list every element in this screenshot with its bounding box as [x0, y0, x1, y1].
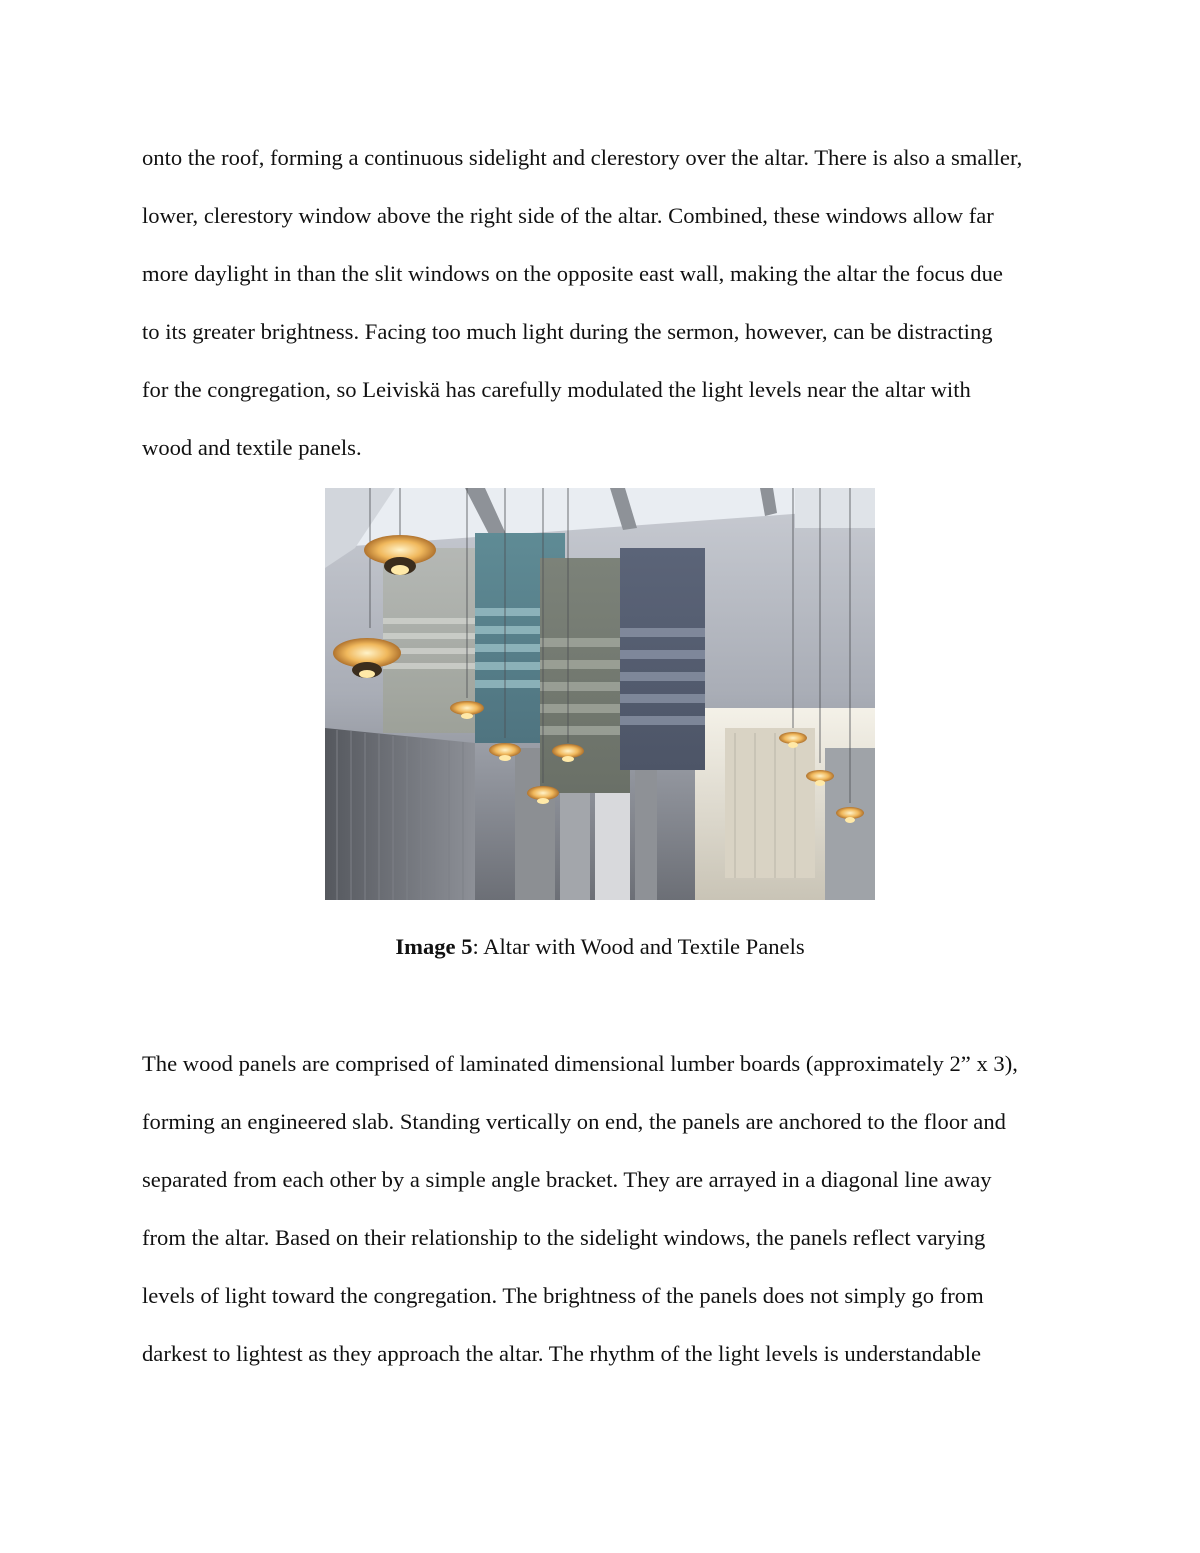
paragraph-line: wood and textile panels.	[142, 435, 362, 460]
paragraph-line: more daylight in than the slit windows on the opposite east wall, making the altar the focus due	[142, 261, 1003, 286]
paragraph-line: lower, clerestory window above the right side of the altar. Combined, these windows allow far	[142, 203, 994, 228]
altar-photo	[325, 488, 875, 900]
paragraph-line: from the altar. Based on their relationship to the sidelight windows, the panels reflect varying	[142, 1225, 986, 1250]
caption-separator: :	[472, 934, 484, 959]
caption-text: Altar with Wood and Textile Panels	[483, 934, 805, 959]
paragraph-line: onto the roof, forming a continuous sidelight and clerestory over the altar. There is also a smaller,	[142, 145, 1023, 170]
paragraph-line: levels of light toward the congregation. The brightness of the panels does not simply go from	[142, 1283, 984, 1308]
paragraph-line: separated from each other by a simple angle bracket. They are arrayed in a diagonal line away	[142, 1167, 992, 1192]
paragraph-line: darkest to lightest as they approach the altar. The rhythm of the light levels is understandable	[142, 1341, 982, 1366]
paragraph-line: forming an engineered slab. Standing vertically on end, the panels are anchored to the floor and	[142, 1109, 1006, 1134]
figure-caption	[0, 933, 1200, 961]
caption-label: Image 5	[395, 934, 473, 959]
paragraph-line: to its greater brightness. Facing too much light during the sermon, however, can be distracting	[142, 319, 993, 344]
paragraph-line: The wood panels are comprised of laminated dimensional lumber boards (approximately 2” x 3),	[142, 1051, 1018, 1076]
altar-photo-illustration	[325, 488, 875, 900]
paragraph-line: for the congregation, so Leiviskä has carefully modulated the light levels near the altar with	[142, 377, 971, 402]
